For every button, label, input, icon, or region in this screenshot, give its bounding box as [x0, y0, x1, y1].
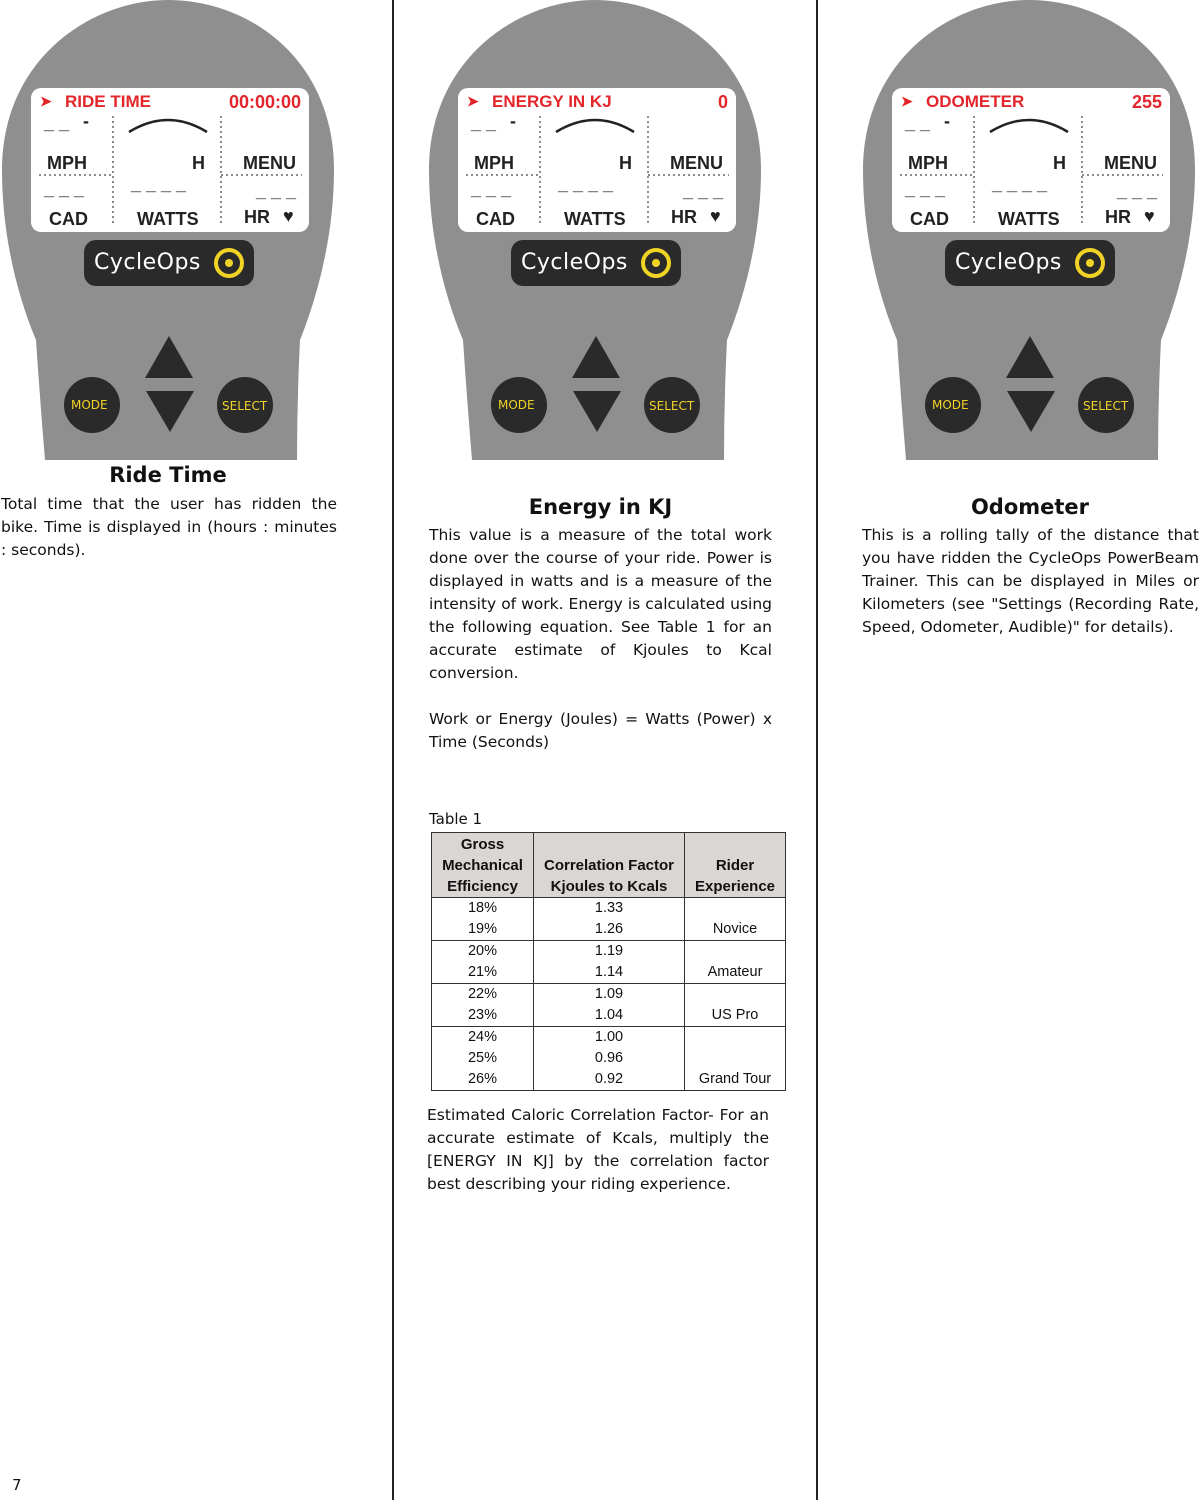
paragraph: Work or Energy (Joules) = Watts (Power) x Time (Seconds): [429, 710, 772, 751]
lcd-mode-value: 00:00:00: [228, 92, 301, 112]
lcd-cad-dashes: _ _ _: [905, 179, 946, 199]
lcd-cad-dashes: _ _ _: [471, 179, 512, 199]
lcd-h-label: H: [192, 153, 205, 173]
paragraph: This value is a measure of the total work done over the course of your ride. Power is displayed in watts and is a measure of the intensity of work. Energy is calculated using the following equation. See Table 1 for an accurate estimate of Kjoules to Kcal conversion.: [429, 526, 772, 682]
table-row: [432, 984, 786, 1006]
lcd-cad-label: CAD: [476, 209, 515, 229]
table-header-cell: Rider Experience: [685, 833, 786, 898]
lcd-mph-label: MPH: [908, 153, 948, 173]
section-heading-ride-time: Ride Time: [109, 463, 227, 487]
lcd-mph-label: MPH: [47, 153, 87, 173]
cycleops-display-unit: [0, 0, 400, 462]
efficiency-table: [431, 832, 786, 1091]
section-heading-energy: Energy in KJ: [528, 495, 673, 519]
cycleops-logo-text: CycleOps: [94, 250, 201, 275]
factor-cell: 1.14: [534, 962, 685, 984]
lcd-arrow-icon: ➤: [901, 93, 913, 109]
lcd-menu-label: MENU: [243, 153, 296, 173]
mode-button[interactable]: MODE: [498, 398, 535, 412]
lcd-hr-label: HR: [1105, 207, 1131, 227]
paragraph: Total time that the user has ridden the bike. Time is displayed in (hours : minutes : seconds).: [1, 495, 337, 559]
down-arrow-button[interactable]: [1007, 391, 1055, 432]
lcd-hr-label: HR: [244, 207, 270, 227]
heart-icon: ♥: [283, 206, 294, 226]
efficiency-cell: 26%: [432, 1069, 534, 1091]
factor-cell: 1.33: [534, 898, 685, 920]
table-header-cell: Gross Mechanical Efficiency: [432, 833, 534, 898]
select-button[interactable]: SELECT: [649, 399, 695, 413]
cycleops-logo-text: CycleOps: [521, 250, 628, 275]
efficiency-cell: 22%: [432, 984, 534, 1006]
lcd-mode-title: ENERGY IN KJ: [492, 92, 612, 111]
lcd-watts-label: WATTS: [564, 209, 626, 229]
lcd-hr-dashes: _ _ _: [683, 181, 724, 201]
table-header-cell: Correlation Factor Kjoules to Kcals: [534, 833, 685, 898]
lcd-mode-value: 255: [1131, 92, 1162, 112]
section-text-odometer: [862, 524, 1199, 639]
factor-cell: 1.04: [534, 1005, 685, 1027]
efficiency-cell: 23%: [432, 1005, 534, 1027]
section-heading-odometer: Odometer: [970, 495, 1090, 519]
factor-cell: 0.96: [534, 1048, 685, 1069]
select-button[interactable]: SELECT: [1083, 399, 1129, 413]
page-number: 7: [12, 1476, 22, 1494]
down-arrow-button[interactable]: [573, 391, 621, 432]
factor-cell: 1.19: [534, 941, 685, 963]
mode-button[interactable]: MODE: [71, 398, 108, 412]
lcd-h-label: H: [619, 153, 632, 173]
factor-cell: 1.09: [534, 984, 685, 1006]
lcd-mph-label: MPH: [474, 153, 514, 173]
lcd-hr-dashes: _ _ _: [1117, 181, 1158, 201]
experience-cell: Grand Tour: [685, 1027, 786, 1091]
lcd-arrow-icon: ➤: [467, 93, 479, 109]
factor-cell: 1.00: [534, 1027, 685, 1049]
lcd-mode-title: RIDE TIME: [65, 92, 151, 111]
efficiency-cell: 20%: [432, 941, 534, 963]
table-footnote: Estimated Caloric Correlation Factor- For an accurate estimate of Kcals, multiply the [ENERGY IN KJ] by the correlation factor best describing your riding experience.: [427, 1106, 769, 1193]
lcd-menu-label: MENU: [1104, 153, 1157, 173]
lcd-mode-title: ODOMETER: [926, 92, 1025, 111]
lcd-mode-value: 0: [717, 92, 728, 112]
lcd-speed-dashes: _ _: [471, 113, 497, 133]
lcd-watts-dashes: _ _ _ _: [131, 174, 187, 194]
lcd-arrow-icon: ➤: [40, 93, 52, 109]
lcd-cad-dashes: _ _ _: [44, 179, 85, 199]
heart-icon: ♥: [1144, 206, 1155, 226]
lcd-screen: [458, 88, 736, 232]
lcd-screen: [892, 88, 1170, 232]
lcd-h-label: H: [1053, 153, 1066, 173]
cycleops-display-unit: [861, 0, 1199, 462]
lcd-watts-label: WATTS: [998, 209, 1060, 229]
efficiency-cell: 21%: [432, 962, 534, 984]
up-arrow-button[interactable]: [572, 336, 620, 378]
experience-cell: Novice: [685, 898, 786, 941]
lcd-menu-label: MENU: [670, 153, 723, 173]
table-caption: Table 1: [429, 810, 483, 828]
lcd-watts-label: WATTS: [137, 209, 199, 229]
paragraph: This is a rolling tally of the distance that you have ridden the CycleOps PowerBeam Trainer. This can be displayed in Miles or Kilometers (see "Settings (Recording Rate, Speed, Odometer, Audible)" for details).: [862, 526, 1199, 636]
select-button[interactable]: SELECT: [222, 399, 268, 413]
experience-cell: US Pro: [685, 984, 786, 1027]
table-row: [432, 898, 786, 920]
lcd-speed-dashes: _ _: [44, 113, 70, 133]
lcd-hr-dashes: _ _ _: [256, 181, 297, 201]
efficiency-cell: 24%: [432, 1027, 534, 1049]
lcd-screen: [31, 88, 309, 232]
cycleops-logo-text: CycleOps: [955, 250, 1062, 275]
lcd-speed-dashes: _ _: [905, 113, 931, 133]
lcd-cad-label: CAD: [49, 209, 88, 229]
up-arrow-button[interactable]: [1006, 336, 1054, 378]
lcd-speed-minus: -: [83, 111, 89, 131]
cycleops-display-unit: [427, 0, 827, 462]
up-arrow-button[interactable]: [145, 336, 193, 378]
section-text-ride-time: [1, 493, 337, 562]
table-row: [432, 941, 786, 963]
efficiency-cell: 25%: [432, 1048, 534, 1069]
down-arrow-button[interactable]: [146, 391, 194, 432]
lcd-hr-label: HR: [671, 207, 697, 227]
section-text-energy: [429, 524, 772, 754]
heart-icon: ♥: [710, 206, 721, 226]
factor-cell: 0.92: [534, 1069, 685, 1091]
factor-cell: 1.26: [534, 919, 685, 941]
lcd-watts-dashes: _ _ _ _: [992, 174, 1048, 194]
lcd-cad-label: CAD: [910, 209, 949, 229]
mode-button[interactable]: MODE: [932, 398, 969, 412]
lcd-speed-minus: -: [944, 111, 950, 131]
lcd-watts-dashes: _ _ _ _: [558, 174, 614, 194]
efficiency-cell: 18%: [432, 898, 534, 920]
lcd-speed-minus: -: [510, 111, 516, 131]
efficiency-cell: 19%: [432, 919, 534, 941]
experience-cell: Amateur: [685, 941, 786, 984]
table-header-row: [432, 833, 786, 898]
table-row: [432, 1027, 786, 1049]
